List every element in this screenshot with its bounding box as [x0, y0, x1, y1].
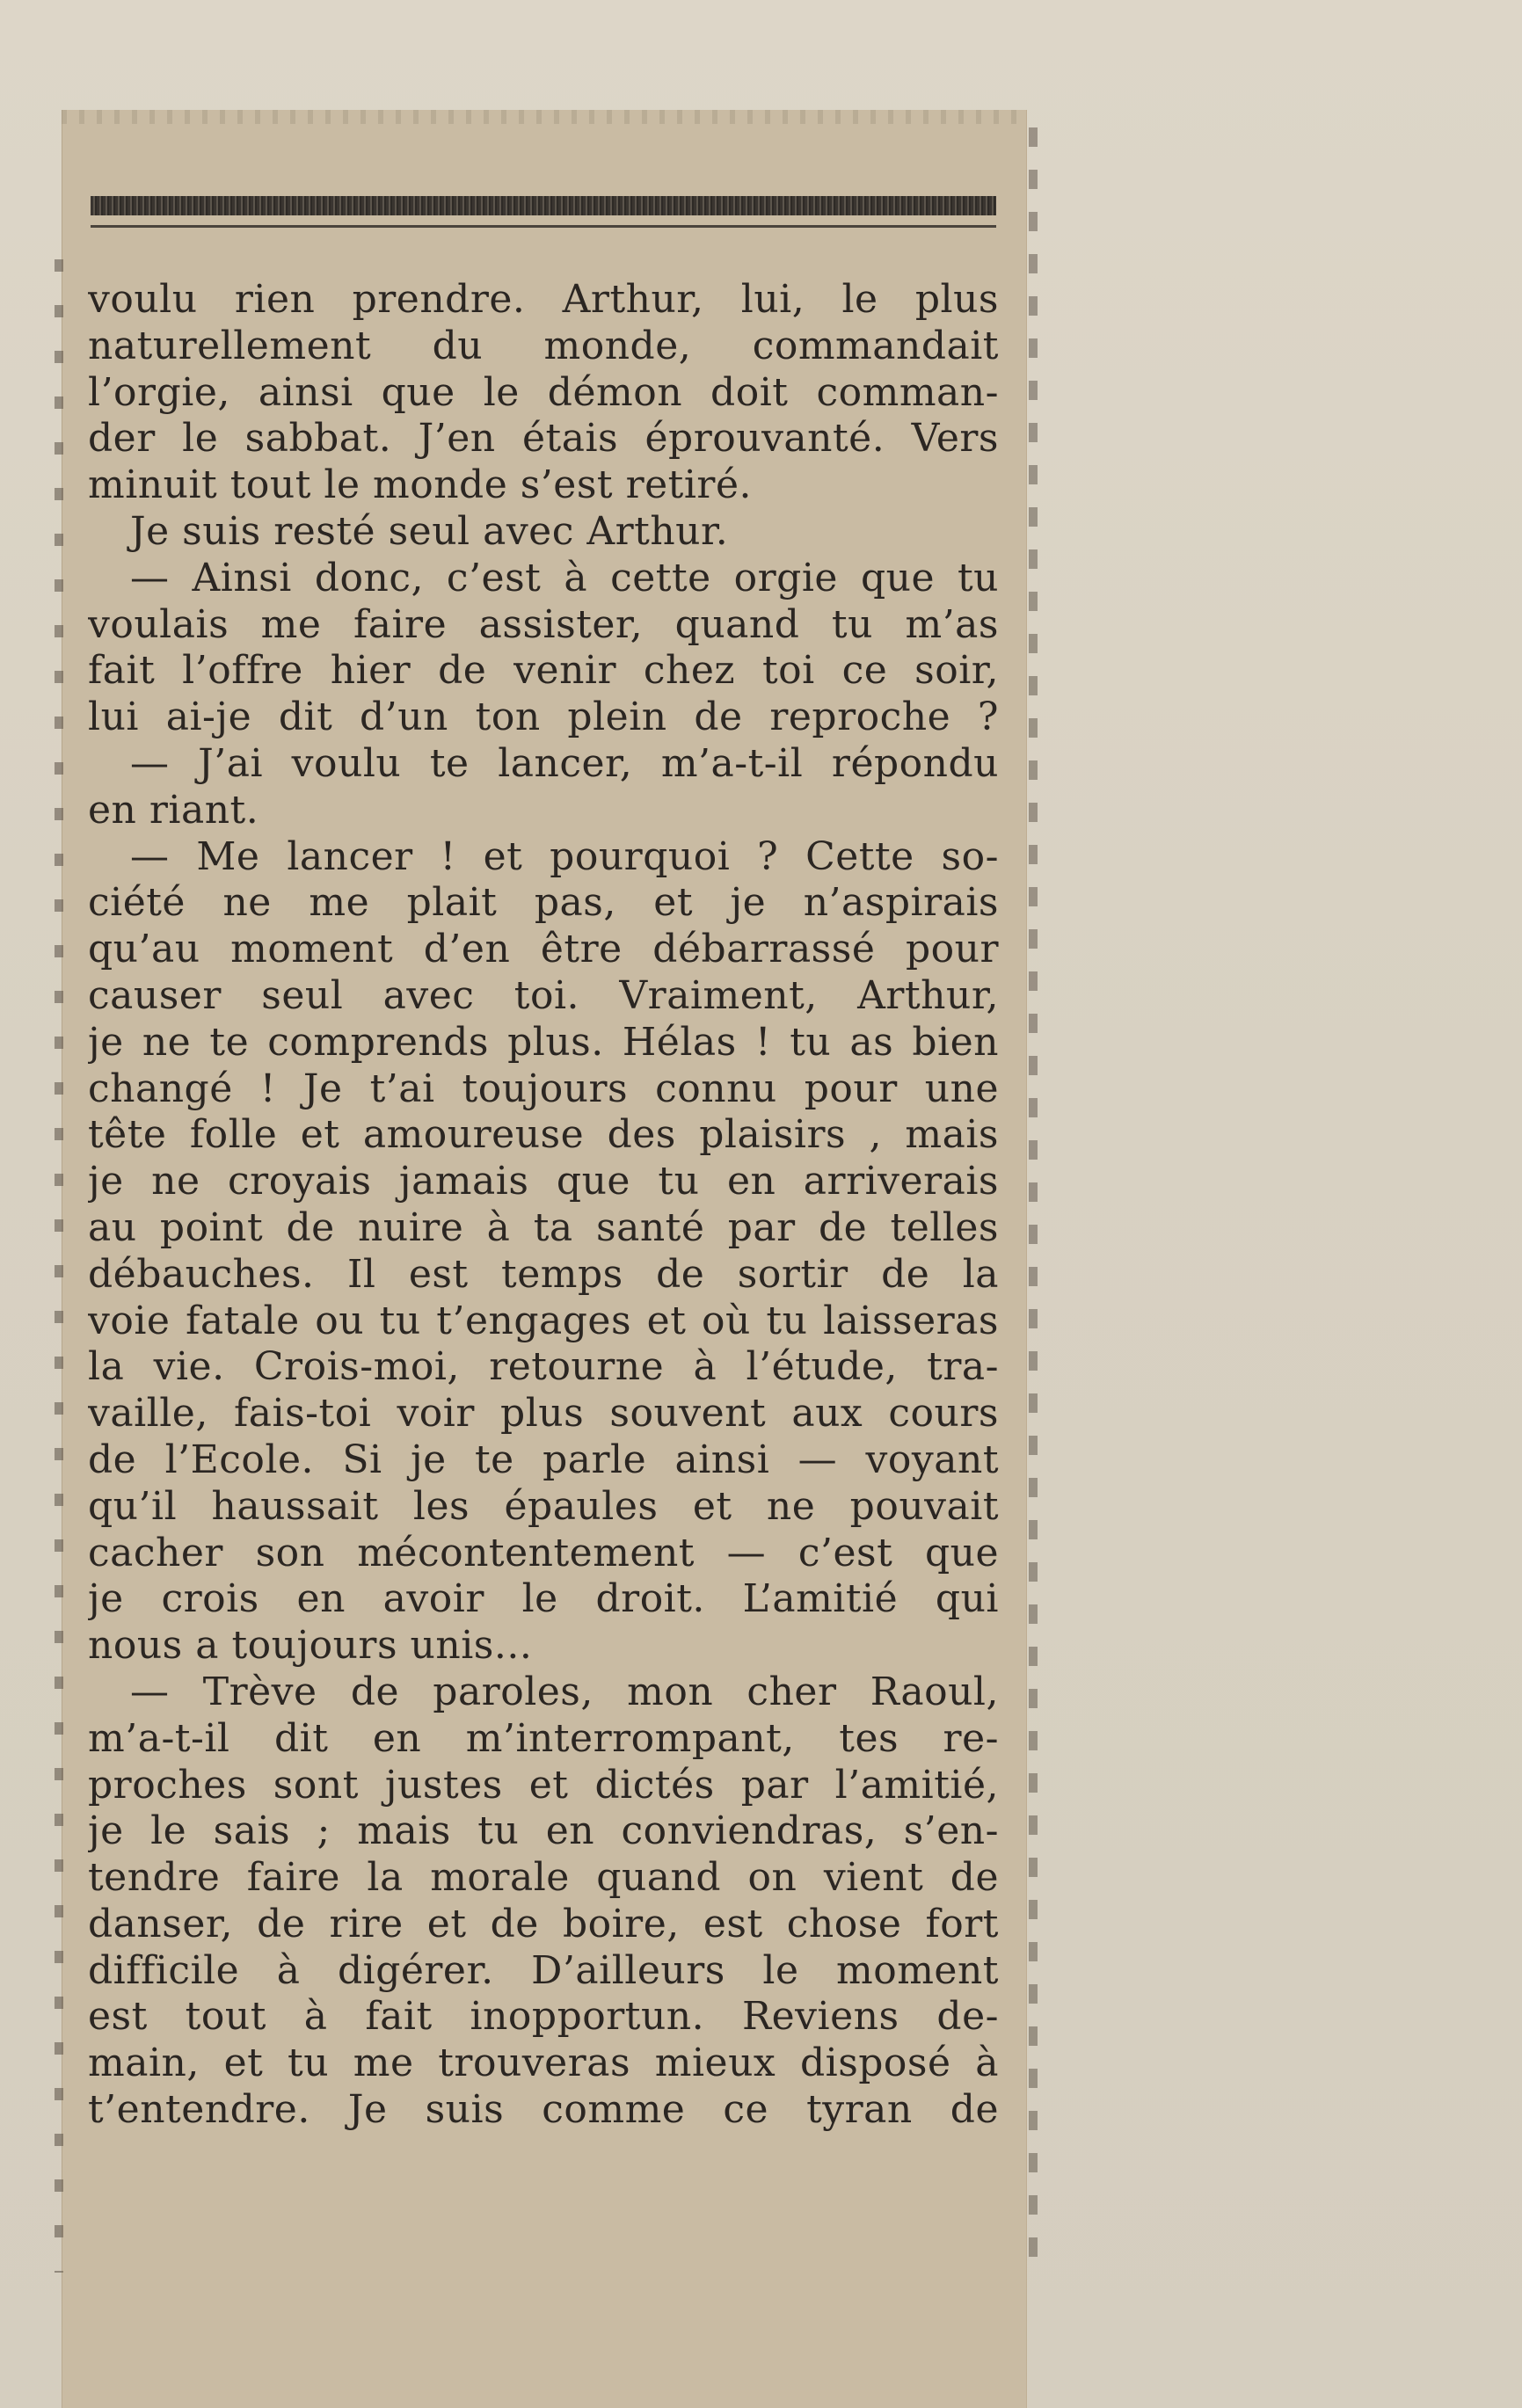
article-line: changé ! Je t’ai toujours connu pour une — [88, 1066, 999, 1111]
article-line: naturellement du monde, commandait — [88, 323, 999, 368]
article-line: t’entendre. Je suis comme ce tyran de — [88, 2087, 999, 2133]
article-line: je le sais ; mais tu en conviendras, s’en- — [88, 1808, 999, 1854]
right-column-rule — [1029, 127, 1038, 2273]
article-line: voulu rien prendre. Arthur, lui, le plus — [88, 277, 999, 322]
article-line: voie fatale ou tu t’engages et où tu laisseras — [88, 1298, 999, 1343]
article-line: difficile à digérer. D’ailleurs le moment — [88, 1947, 999, 1993]
article-body — [88, 277, 999, 2134]
article-line: m’a-t-il dit en m’interrompant, tes re- — [88, 1715, 999, 1761]
article-line: tête folle et amoureuse des plaisirs , mais — [88, 1112, 999, 1158]
article-line: main, et tu me trouveras mieux disposé à — [88, 2041, 999, 2086]
article-line: proches sont justes et dictés par l’amitié, — [88, 1762, 999, 1808]
article-line: — Me lancer ! et pourquoi ? Cette so- — [130, 833, 999, 879]
article-line: der le sabbat. J’en étais éprouvanté. Vers — [88, 416, 999, 462]
column-header-rule-thick — [91, 196, 996, 215]
paper-bottom-margin — [62, 2144, 1027, 2408]
article-line: qu’il haussait les épaules et ne pouvait — [88, 1483, 999, 1529]
article-line: cacher son mécontentement — c’est que — [88, 1530, 999, 1575]
article-line: je ne croyais jamais que tu en arriverais — [88, 1159, 999, 1204]
article-line: voulais me faire assister, quand tu m’as — [88, 601, 999, 647]
article-line: de l’Ecole. Si je te parle ainsi — voyant — [88, 1437, 999, 1482]
article-line: nous a toujours unis... — [88, 1623, 533, 1669]
newspaper-clipping — [62, 110, 1027, 2408]
article-line: je crois en avoir le droit. L’amitié qui — [88, 1576, 999, 1622]
torn-header-remnant — [62, 110, 1027, 124]
article-line: je ne te comprends plus. Hélas ! tu as bien — [88, 1019, 999, 1065]
article-line: l’orgie, ainsi que le démon doit comman- — [88, 369, 999, 415]
article-line: fait l’offre hier de venir chez toi ce soir, — [88, 648, 999, 694]
article-line: minuit tout le monde s’est retiré. — [88, 462, 752, 508]
article-line: lui ai-je dit d’un ton plein de reproche ? — [88, 695, 999, 740]
article-line: danser, de rire et de boire, est chose fort — [88, 1901, 999, 1946]
article-line: Je suis resté seul avec Arthur. — [130, 508, 729, 554]
article-line: — J’ai voulu te lancer, m’a-t-il répondu — [130, 740, 999, 786]
article-line: causer seul avec toi. Vraiment, Arthur, — [88, 972, 999, 1018]
article-line: ciété ne me plait pas, et je n’aspirais — [88, 880, 999, 926]
article-line: — Trève de paroles, mon cher Raoul, — [130, 1669, 999, 1714]
article-line: qu’au moment d’en être débarrassé pour — [88, 927, 999, 972]
article-line: débauches. Il est temps de sortir de la — [88, 1251, 999, 1297]
left-column-rule — [55, 259, 63, 2273]
article-line: au point de nuire à ta santé par de telles — [88, 1204, 999, 1250]
article-line: est tout à fait inopportun. Reviens de- — [88, 1994, 999, 2040]
article-line: tendre faire la morale quand on vient de — [88, 1855, 999, 1901]
article-line: vaille, fais-toi voir plus souvent aux cours — [88, 1391, 999, 1437]
article-line: — Ainsi donc, c’est à cette orgie que tu — [130, 555, 999, 600]
article-line: la vie. Crois-moi, retourne à l’étude, tra- — [88, 1344, 999, 1390]
column-header-rule-thin — [91, 225, 996, 228]
article-line: en riant. — [88, 787, 259, 833]
